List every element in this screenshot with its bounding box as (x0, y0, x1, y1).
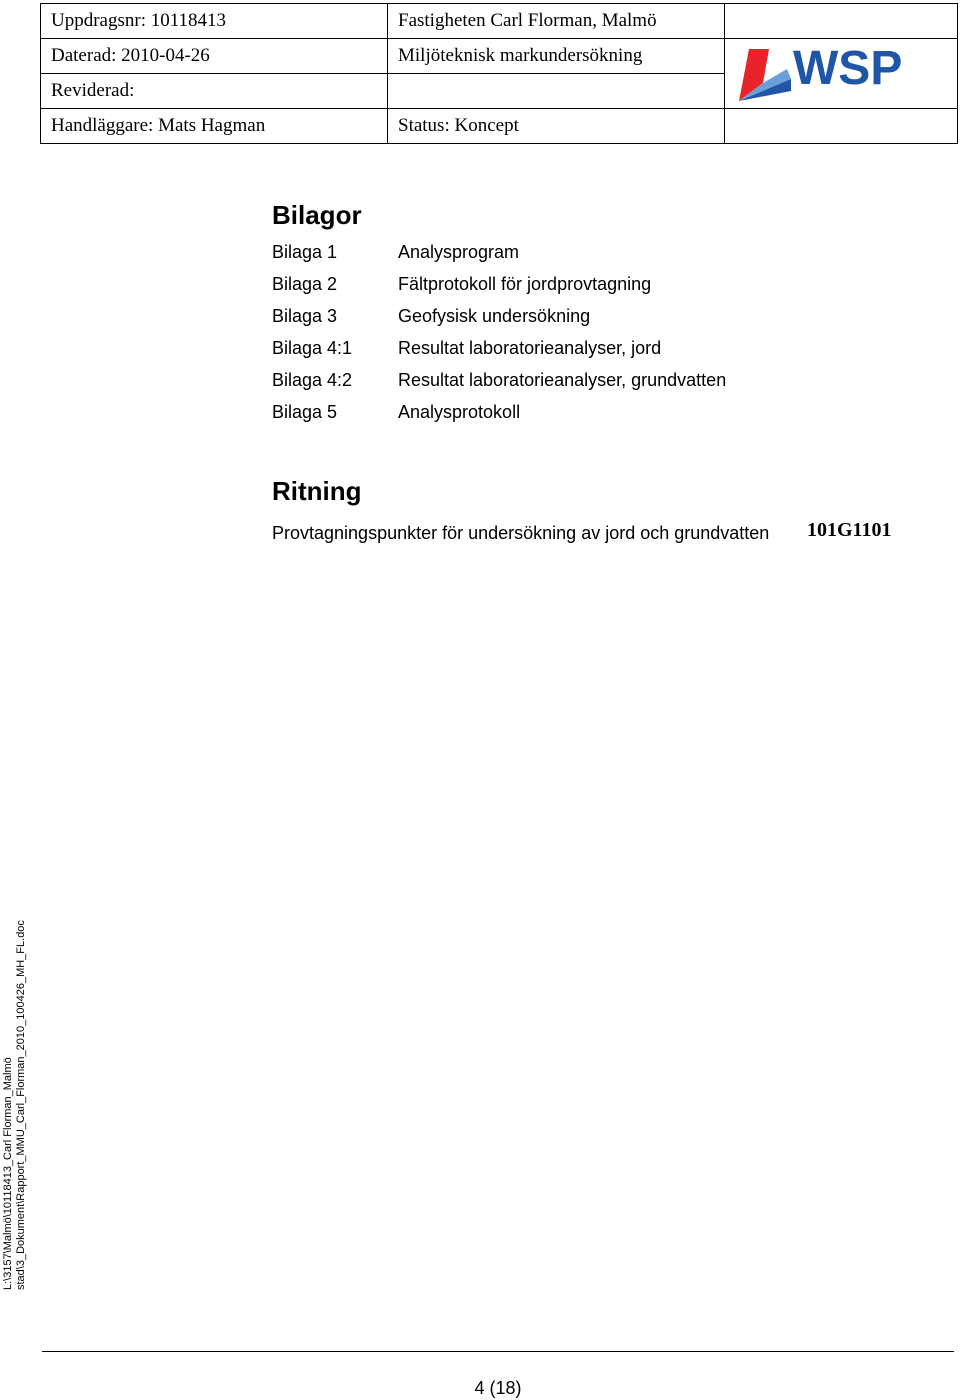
date: Daterad: 2010-04-26 (41, 39, 388, 74)
uppdragsnr: Uppdragsnr: 10118413 (41, 4, 388, 39)
header-empty-cell-2 (388, 74, 725, 109)
ritning-description: Provtagningspunkter för undersökning av jord och grundvatten (272, 523, 770, 543)
bilaga-desc: Resultat laboratorieanalyser, grundvatten (398, 370, 727, 390)
page-number: 4 (18) (474, 1378, 522, 1398)
bilagor-heading: Bilagor (272, 200, 362, 230)
project-name: Fastigheten Carl Florman, Malmö (388, 4, 725, 39)
bilaga-label: Bilaga 4:1 (272, 338, 353, 358)
logo-text: WSP (793, 42, 903, 95)
bilaga-desc: Resultat laboratorieanalyser, jord (398, 338, 662, 358)
bilaga-label: Bilaga 3 (272, 306, 338, 326)
header-empty-cell-3 (725, 109, 958, 144)
header-empty-cell (725, 4, 958, 39)
file-path (2, 920, 28, 1290)
logo-cell (725, 39, 958, 109)
bilaga-desc: Fältprotokoll för jordprovtagning (398, 274, 652, 294)
bilaga-label: Bilaga 1 (272, 242, 338, 262)
ritning-number: 101G1101 (807, 519, 892, 541)
handler: Handläggare: Mats Hagman (41, 109, 388, 144)
bilaga-label: Bilaga 5 (272, 402, 338, 422)
bilaga-label: Bilaga 2 (272, 274, 338, 294)
bilaga-desc: Analysprotokoll (398, 402, 521, 422)
file-path-line-1: L:\3157\Malmö\10118413_Carl Florman_Malmö (2, 1057, 14, 1290)
bilaga-desc: Geofysisk undersökning (398, 306, 591, 326)
ritning-heading: Ritning (272, 476, 362, 506)
header-table (40, 3, 958, 144)
status: Status: Koncept (388, 109, 725, 144)
footer-divider (42, 1351, 954, 1352)
bilaga-desc: Analysprogram (398, 242, 520, 262)
bilaga-label: Bilaga 4:2 (272, 370, 353, 390)
subject: Miljöteknisk markundersökning (388, 39, 725, 74)
wsp-logo (735, 43, 921, 105)
revised: Reviderad: (41, 74, 388, 109)
file-path-line-2: stad\3_Dokument\Rapport_MMU_Carl_Florman_2010_100426_MH_FL.doc (15, 920, 27, 1290)
